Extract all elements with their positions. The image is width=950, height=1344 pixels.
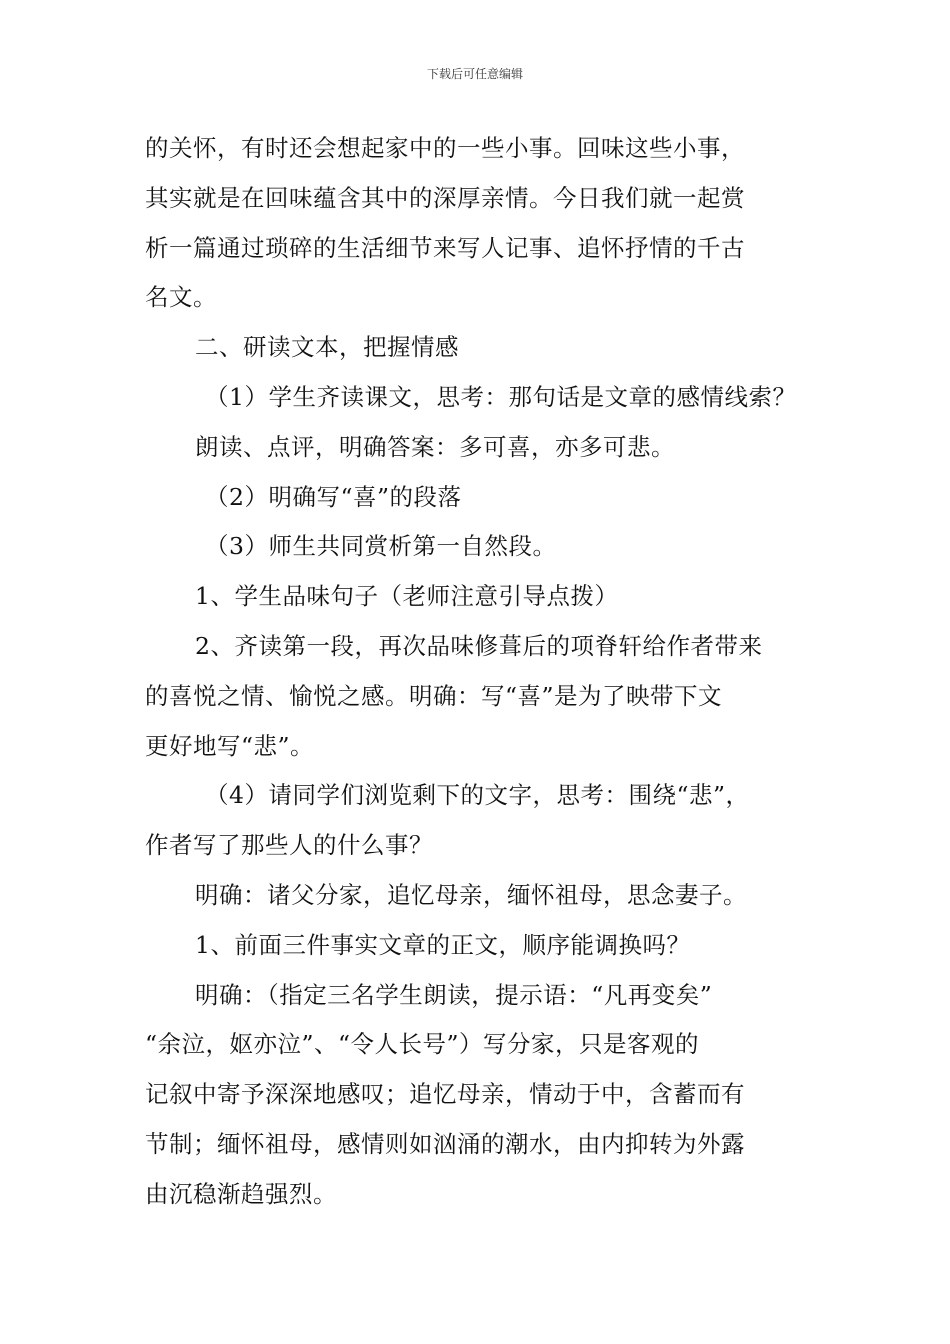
text-line: 其实就是在回味蕴含其中的深厚亲情。今日我们就一起赏: [145, 183, 745, 212]
text-line: （1）学生齐读课文，思考：那句话是文章的感情线索？: [205, 382, 797, 411]
text-line: 朗读、点评，明确答案：多可喜，亦多可悲。: [195, 432, 675, 461]
text-line: “余泣，妪亦泣”、“令人长号”）写分家，只是客观的: [145, 1030, 700, 1059]
text-line: 名文。: [145, 283, 217, 312]
page-header: 下载后可任意编辑: [426, 67, 523, 81]
text-line: （4）请同学们浏览剩下的文字，思考：围绕“悲”，: [205, 781, 750, 810]
text-line: （2）明确写“喜”的段落: [205, 482, 462, 511]
text-line: 由沉稳渐趋强烈。: [145, 1179, 337, 1208]
text-line: 1、学生品味句子（老师注意引导点拨）: [195, 582, 619, 611]
text-line: 明确：诸父分家，追忆母亲，缅怀祖母，思念妻子。: [195, 880, 747, 909]
text-line: 的喜悦之情、愉悦之感。明确：写“喜”是为了映带下文: [145, 681, 723, 710]
text-line: 明确：（指定三名学生朗读，提示语：“凡再变矣”: [195, 980, 713, 1009]
section-heading: 二、研读文本，把握情感: [195, 333, 459, 362]
text-line: 记叙中寄予深深地感叹；追忆母亲，情动于中，含蓄而有: [145, 1080, 745, 1109]
text-line: 的关怀，有时还会想起家中的一些小事。回味这些小事，: [145, 134, 745, 162]
text-line: 节制；缅怀祖母，感情则如汹涌的潮水，由内抑转为外露: [145, 1129, 745, 1158]
text-line: 2、齐读第一段，再次品味修葺后的项脊轩给作者带来: [195, 631, 763, 660]
text-line: 析一篇通过琐碎的生活细节来写人记事、追怀抒情的千古: [145, 233, 745, 262]
text-line: （3）师生共同赏析第一自然段。: [205, 532, 557, 561]
text-line: 作者写了那些人的什么事？: [145, 831, 433, 860]
document-body: [145, 124, 810, 1220]
text-line: 1、前面三件事实文章的正文，顺序能调换吗？: [195, 930, 691, 959]
text-line: 更好地写“悲”。: [145, 731, 315, 760]
